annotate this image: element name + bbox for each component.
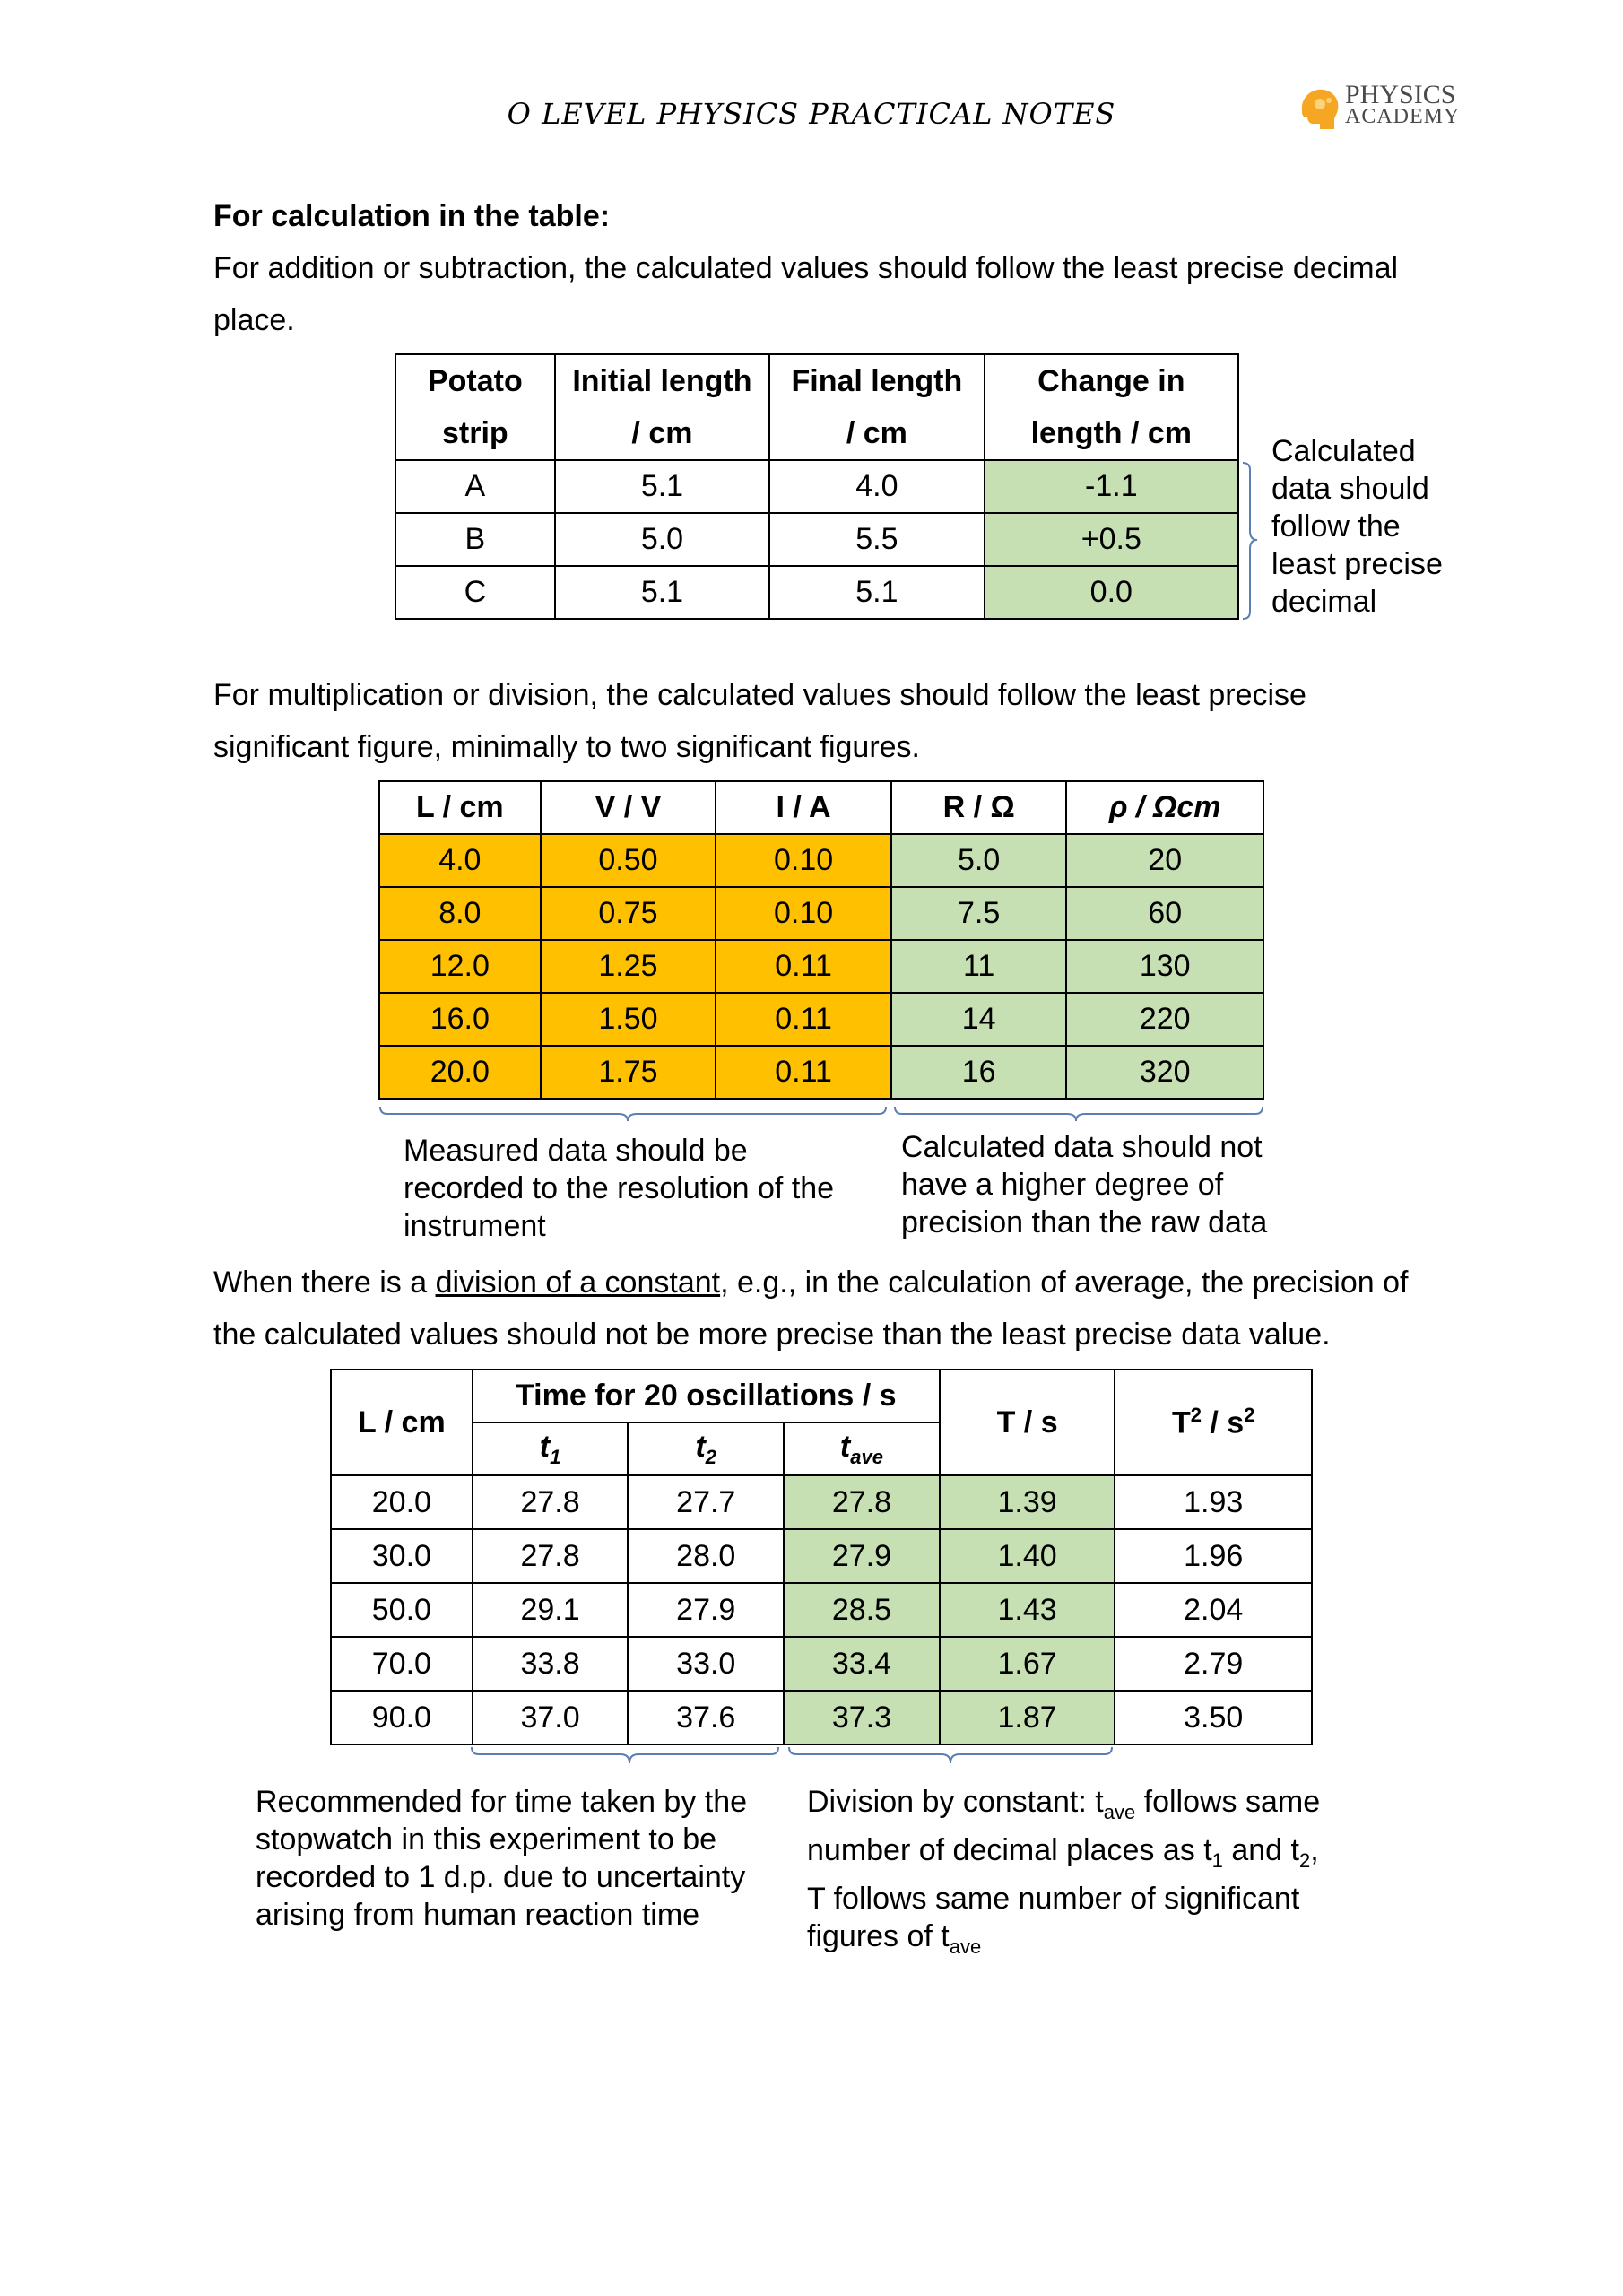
header-potato-strip: Potato strip <box>395 354 555 460</box>
table-cell: 33.0 <box>628 1637 784 1691</box>
table-cell: 0.10 <box>716 834 891 887</box>
table-cell: 7.5 <box>891 887 1067 940</box>
table-row <box>379 887 1263 940</box>
table-cell: 12.0 <box>379 940 541 993</box>
table-cell: 5.0 <box>891 834 1067 887</box>
table-cell: 0.11 <box>716 940 891 993</box>
pendulum-table <box>330 1369 1313 1745</box>
header-resistivity: ρ / Ωcm <box>1066 781 1263 834</box>
header-final-length: Final length / cm <box>769 354 984 460</box>
table-cell: 0.10 <box>716 887 891 940</box>
table-cell: 33.4 <box>784 1637 940 1691</box>
table-cell: 5.1 <box>555 460 769 513</box>
head-icon <box>1293 84 1343 135</box>
table-cell: 28.0 <box>628 1529 784 1583</box>
table-cell: 2.04 <box>1115 1583 1312 1637</box>
table-cell: 27.7 <box>628 1475 784 1529</box>
header-t2: $t_2$ <box>628 1422 784 1475</box>
table-cell: 5.1 <box>769 566 984 619</box>
table-cell: 37.6 <box>628 1691 784 1744</box>
table-cell: 0.75 <box>541 887 716 940</box>
table2-braces <box>377 1105 1273 1126</box>
potato-table <box>395 353 1239 620</box>
table-cell: -1.1 <box>985 460 1238 513</box>
table-cell: 3.50 <box>1115 1691 1312 1744</box>
logo-line1: PHYSICS <box>1345 80 1456 109</box>
table-cell: 33.8 <box>473 1637 629 1691</box>
table3-braces <box>466 1745 1121 1769</box>
table-cell: 1.43 <box>940 1583 1115 1637</box>
table-cell: +0.5 <box>985 513 1238 566</box>
header-length: L / cm <box>379 781 541 834</box>
table-cell: A <box>395 460 555 513</box>
table-cell: 1.67 <box>940 1637 1115 1691</box>
table-cell: 220 <box>1066 993 1263 1046</box>
table1-note: Calculated data should follow the least precise decimal <box>1271 434 1443 619</box>
section-heading: For calculation in the table: <box>213 199 611 233</box>
table-cell: 37.0 <box>473 1691 629 1744</box>
table-cell: C <box>395 566 555 619</box>
table-cell: 60 <box>1066 887 1263 940</box>
table3-note-right: Division by constant: $t_{ave}$ follows same number of decimal places as $t_1$ and $t_2$, T follows same number of significant figures of $t_{ave}$ <box>807 1785 1321 1958</box>
table-row <box>379 834 1263 887</box>
right-brace <box>1241 461 1266 622</box>
table3-note-left: Recommended for time taken by the stopwatch in this experiment to be recorded to 1 d.p. due to uncertainty arising from human reaction time <box>256 1785 748 1932</box>
header-tave: $t_{ave}$ <box>784 1422 940 1475</box>
header-change-in-length: Change in length / cm <box>985 354 1238 460</box>
table2-note-right: Calculated data should not have a higher degree of precision than the raw data <box>901 1130 1268 1239</box>
table-cell: 27.8 <box>473 1529 629 1583</box>
table-row <box>331 1529 1312 1583</box>
table-cell: 1.40 <box>940 1529 1115 1583</box>
table-row <box>379 1046 1263 1099</box>
header-time-oscillations: Time for 20 oscillations / s <box>473 1370 940 1422</box>
table-cell: 70.0 <box>331 1637 473 1691</box>
table-cell: 29.1 <box>473 1583 629 1637</box>
table-cell: 320 <box>1066 1046 1263 1099</box>
table-cell: 0.0 <box>985 566 1238 619</box>
table-cell: 14 <box>891 993 1067 1046</box>
table-cell: 1.93 <box>1115 1475 1312 1529</box>
table-cell: 8.0 <box>379 887 541 940</box>
table2-note-left: Measured data should be recorded to the resolution of the instrument <box>404 1134 835 1243</box>
table-row <box>395 460 1238 513</box>
table-cell: 0.11 <box>716 993 891 1046</box>
header-period-squared: $T^2 / s^2$ <box>1115 1370 1312 1475</box>
table-cell: 5.0 <box>555 513 769 566</box>
table-cell: 1.87 <box>940 1691 1115 1744</box>
header-current: I / A <box>716 781 891 834</box>
section2-text: For multiplication or division, the calculated values should follow the least precise significant figure, minimally to two significant figures. <box>213 678 1306 764</box>
table-cell: 130 <box>1066 940 1263 993</box>
table-cell: 1.25 <box>541 940 716 993</box>
table-cell: 5.5 <box>769 513 984 566</box>
table-cell: 20.0 <box>379 1046 541 1099</box>
intro-text: For addition or subtraction, the calculated values should follow the least precise decimal place. <box>213 251 1399 337</box>
table-cell: 0.50 <box>541 834 716 887</box>
table-cell: 50.0 <box>331 1583 473 1637</box>
table-row <box>379 940 1263 993</box>
table-cell: 27.9 <box>784 1529 940 1583</box>
table-cell: 30.0 <box>331 1529 473 1583</box>
table-row <box>331 1637 1312 1691</box>
table-cell: 11 <box>891 940 1067 993</box>
table-cell: 4.0 <box>379 834 541 887</box>
table-cell: 16 <box>891 1046 1067 1099</box>
table-row <box>331 1475 1312 1529</box>
table-cell: 1.96 <box>1115 1529 1312 1583</box>
header-resistance: R / Ω <box>891 781 1067 834</box>
header-voltage: V / V <box>541 781 716 834</box>
header-t1: $t_1$ <box>473 1422 629 1475</box>
table-cell: 28.5 <box>784 1583 940 1637</box>
logo-line2: ACADEMY <box>1345 105 1461 128</box>
resistivity-table <box>378 780 1264 1100</box>
table-cell: 27.8 <box>784 1475 940 1529</box>
table-cell: 1.75 <box>541 1046 716 1099</box>
table-row <box>395 566 1238 619</box>
table-row <box>379 993 1263 1046</box>
table-cell: 27.9 <box>628 1583 784 1637</box>
table-cell: 37.3 <box>784 1691 940 1744</box>
table-row <box>395 513 1238 566</box>
table-cell: 0.11 <box>716 1046 891 1099</box>
section3-text: When there is a division of a constant, e.g., in the calculation of average, the precision of the calculated values should not be more precise than the least precise data value. <box>213 1265 1409 1352</box>
table-row <box>331 1691 1312 1744</box>
table-cell: 20.0 <box>331 1475 473 1529</box>
table-cell: 1.50 <box>541 993 716 1046</box>
table-cell: B <box>395 513 555 566</box>
table-cell: 2.79 <box>1115 1637 1312 1691</box>
header-period: T / s <box>940 1370 1115 1475</box>
table-cell: 20 <box>1066 834 1263 887</box>
table-cell: 1.39 <box>940 1475 1115 1529</box>
page-header-title: O LEVEL PHYSICS PRACTICAL NOTES <box>507 97 1116 131</box>
physics-academy-logo <box>1293 80 1472 140</box>
table-cell: 5.1 <box>555 566 769 619</box>
table-cell: 90.0 <box>331 1691 473 1744</box>
header-initial-length: Initial length / cm <box>555 354 769 460</box>
header-length: L / cm <box>331 1370 473 1475</box>
table-cell: 4.0 <box>769 460 984 513</box>
table-row <box>331 1583 1312 1637</box>
table-cell: 16.0 <box>379 993 541 1046</box>
table-cell: 27.8 <box>473 1475 629 1529</box>
